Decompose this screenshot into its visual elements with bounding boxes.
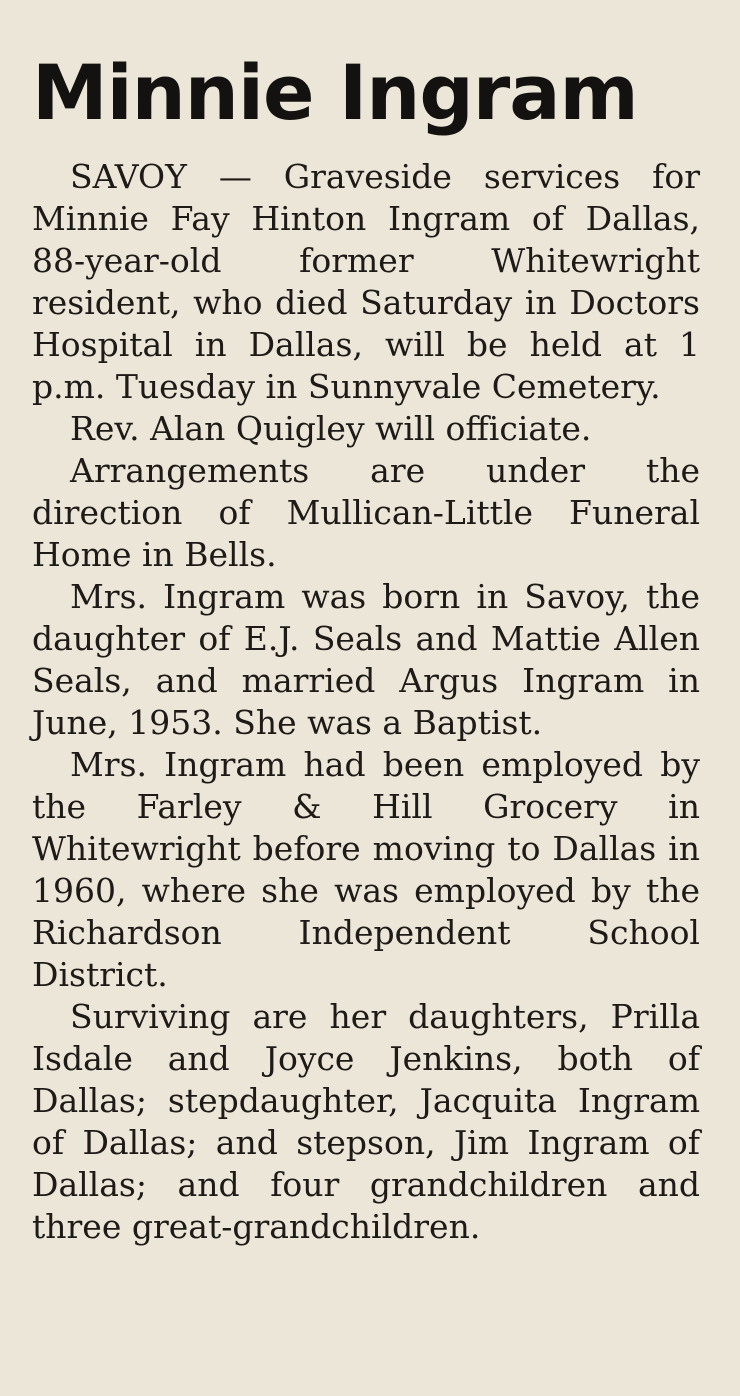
paragraph-birth: Mrs. Ingram was born in Savoy, the daughter of E.J. Seals and Mattie Allen Seals, and married Argus Ingram in June, 1953. She was a Baptist. (32, 577, 700, 742)
obituary-headline: Minnie Ingram (32, 48, 638, 137)
obituary-body (32, 156, 700, 1248)
paragraph-employment: Mrs. Ingram had been employed by the Farley & Hill Grocery in Whitewright before moving to Dallas in 1960, where she was employed by the Richardson Independent School District. (32, 745, 700, 994)
paragraph-arrangements: Arrangements are under the direction of Mullican-Little Funeral Home in Bells. (32, 451, 700, 574)
paragraph-services: SAVOY — Graveside services for Minnie Fay Hinton Ingram of Dallas, 88-year-old former Whitewright resident, who died Saturday in Doctors Hospital in Dallas, will be held at 1 p.m. Tuesday in Sunnyvale Cemetery. (32, 157, 700, 406)
paragraph-officiant: Rev. Alan Quigley will officiate. (70, 409, 592, 448)
paragraph-survivors: Surviving are her daughters, Prilla Isdale and Joyce Jenkins, both of Dallas; stepdaughter, Jacquita Ingram of Dallas; and stepson, Jim Ingram of Dallas; and four grandchildren and three great-grandchildren. (32, 997, 700, 1246)
